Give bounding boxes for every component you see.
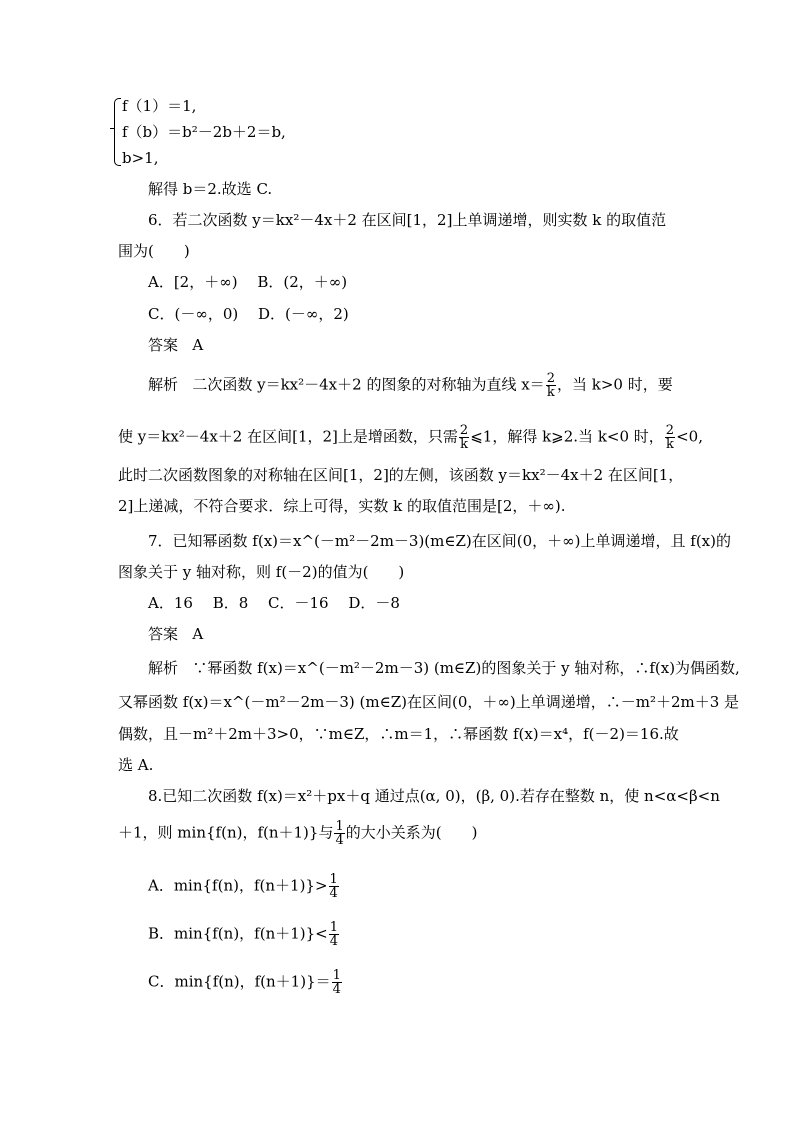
analysis-text: ∵幂函数 f(x)＝x^(－m²－2m－3) (m∈Z)的图象关于 y 轴对称，∴f(x)为偶函数, [192, 659, 740, 677]
fraction-numerator: 1 [329, 872, 338, 887]
answer-value: A [192, 336, 204, 354]
fraction-numerator: 1 [332, 968, 341, 983]
answer-label: 答案 [148, 336, 179, 354]
stem-text: 的大小关系为( ) [345, 823, 478, 842]
fraction-numerator: 2 [459, 423, 469, 438]
fraction-numerator: 2 [546, 371, 555, 386]
q8-option-c [148, 969, 343, 996]
analysis-label: 解析 [148, 375, 179, 394]
fraction-numerator: 2 [665, 423, 675, 438]
q7-stem-line-1: 7．已知幂函数 f(x)＝x^(－m²－2m－3)(m∈Z)在区间(0，＋∞)上单调递增，且 f(x)的 [148, 532, 731, 550]
q6-answer-line [148, 335, 203, 355]
system-line-3: b>1, [122, 149, 159, 167]
q7-answer-line [148, 624, 203, 644]
fraction-denominator: 4 [332, 982, 341, 997]
fraction-1-over-4 [329, 921, 339, 948]
fraction-denominator: k [665, 437, 674, 452]
q6-options-cd: C．(－∞，0) D．(－∞，2) [148, 305, 349, 323]
fraction-2-over-k [459, 424, 469, 451]
answer-label: 答案 [148, 625, 179, 643]
fraction-numerator: 1 [329, 920, 339, 935]
q6-analysis-line-2 [118, 424, 703, 451]
fraction-denominator: 4 [329, 886, 338, 901]
analysis-text: <0, [676, 427, 703, 446]
q8-stem-line-1: 8.已知二次函数 f(x)＝x²＋px＋q 通过点(α, 0)，(β, 0).若存在整数 n，使 n<α<β<n [148, 787, 720, 805]
q8-option-b [148, 921, 340, 948]
option-text: B．min{f(n)，f(n＋1)}< [148, 924, 328, 943]
q7-analysis-line-1 [148, 658, 740, 678]
q6-analysis-line-1 [148, 372, 673, 399]
q7-analysis-line-2: 又幂函数 f(x)＝x^(－m²－2m－3) (m∈Z)在区间(0，＋∞)上单调递增，∴－m²＋2m＋3 是 [118, 693, 740, 711]
q6-analysis-line-3: 此时二次函数图象的对称轴在区间[1，2]的左侧，该函数 y＝kx²－4x＋2 在区间[1， [118, 466, 684, 484]
q6-stem-line-2: 围为( ) [118, 242, 190, 260]
fraction-denominator: 4 [329, 934, 339, 949]
fraction-numerator: 1 [335, 819, 344, 834]
q7-stem-line-2: 图象关于 y 轴对称，则 f(－2)的值为( ) [118, 563, 405, 581]
answer-value: A [192, 625, 204, 643]
fraction-2-over-k [665, 424, 675, 451]
system-line-1: f（1）＝1, [122, 97, 197, 115]
analysis-text: ⩽1，解得 k⩾2.当 k<0 时， [470, 427, 664, 446]
fraction-1-over-4 [334, 820, 344, 847]
q6-analysis-line-4: 2]上递减，不符合要求．综上可得，实数 k 的取值范围是[2，＋∞). [118, 497, 566, 515]
option-text: A．min{f(n)，f(n＋1)}> [148, 876, 328, 895]
analysis-text: 二次函数 y＝kx²－4x＋2 的图象的对称轴为直线 x＝ [192, 375, 545, 394]
q7-options: A．16 B．8 C．－16 D．－8 [148, 594, 400, 612]
option-text: C．min{f(n)，f(n＋1)}＝ [148, 972, 331, 991]
analysis-label: 解析 [148, 659, 179, 677]
fraction-1-over-4 [332, 969, 342, 996]
fraction-denominator: k [460, 437, 468, 452]
system-line-2: f（b）＝b²－2b＋2＝b, [122, 123, 286, 141]
q7-analysis-line-4: 选 A. [118, 756, 154, 774]
q6-stem-line-1: 6．若二次函数 y＝kx²－4x＋2 在区间[1，2]上单调递增，则实数 k 的取值范 [148, 211, 667, 229]
fraction-denominator: k [546, 385, 555, 400]
solve-b-line: 解得 b＝2.故选 C. [148, 180, 273, 198]
fraction-1-over-4 [329, 873, 339, 900]
left-brace [114, 98, 121, 166]
q8-stem-line-2 [118, 820, 477, 847]
analysis-text: 使 y＝kx²－4x＋2 在区间[1，2]上是增函数，只需 [118, 427, 458, 446]
q6-options-ab: A．[2，＋∞) B．(2，＋∞) [148, 273, 348, 291]
brace-tip [110, 128, 115, 129]
stem-text: ＋1，则 min{f(n)，f(n＋1)}与 [118, 823, 334, 842]
analysis-text: ，当 k>0 时，要 [556, 375, 673, 394]
q7-analysis-line-3: 偶数，且－m²＋2m＋3>0，∵m∈Z，∴m＝1，∴幂函数 f(x)＝x⁴，f(－2)＝16.故 [118, 725, 679, 743]
q8-option-a [148, 873, 340, 900]
fraction-denominator: 4 [335, 833, 344, 848]
fraction-2-over-k [546, 372, 556, 399]
